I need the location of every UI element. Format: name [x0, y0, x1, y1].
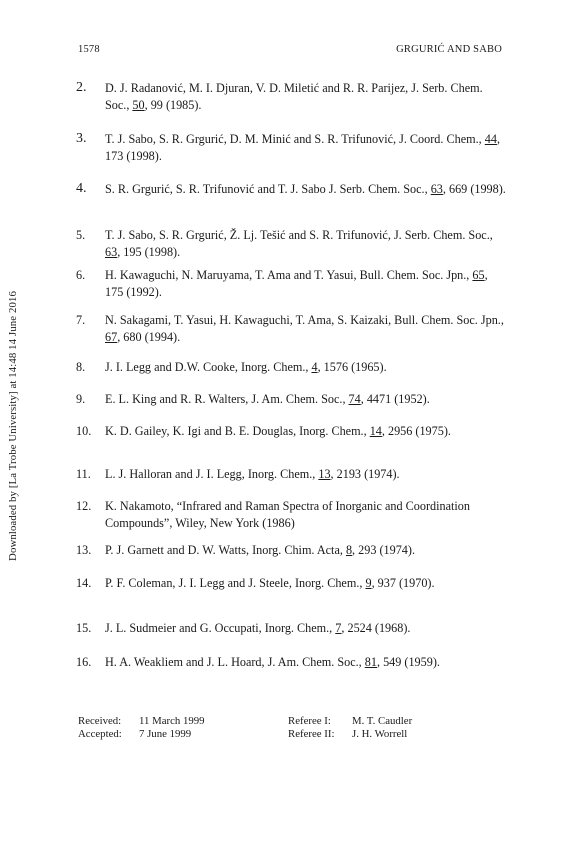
reference-item	[76, 131, 506, 165]
reference-text	[105, 620, 506, 637]
reference-volume: 63	[430, 182, 443, 196]
download-watermark-text: Downloaded by [La Trobe University] at 14:48 14 June 2016	[7, 291, 19, 561]
reference-text-segment: J. L. Sudmeier and G. Occupati, Inorg. Chem.,	[105, 621, 336, 635]
reference-volume: 44	[484, 132, 497, 146]
reference-number: 14.	[76, 576, 92, 590]
reference-text-segment: , 2193 (1974).	[330, 467, 400, 481]
reference-number: 13.	[76, 543, 92, 557]
reference-text	[105, 131, 506, 165]
reference-item	[76, 181, 506, 198]
reference-item	[76, 359, 506, 376]
download-watermark	[4, 248, 22, 604]
reference-item	[76, 312, 506, 346]
reference-text-segment: H. Kawaguchi, N. Maruyama, T. Ama and T. Yasui, Bull. Chem. Soc. Jpn.,	[105, 268, 473, 282]
reference-volume: 63	[105, 244, 118, 259]
reference-number: 7.	[76, 313, 86, 327]
reference-text	[105, 80, 506, 114]
referee-2-name: J. H. Worrell	[352, 727, 408, 740]
referee-1-label: Referee I:	[288, 715, 331, 727]
reference-text-segment: , 1576 (1965).	[317, 360, 387, 374]
reference-text-segment: , 99 (1985).	[144, 97, 202, 112]
reference-item	[76, 654, 506, 671]
reference-text	[105, 498, 506, 532]
reference-item	[76, 498, 506, 532]
received-label: Received:	[78, 715, 122, 727]
reference-text-segment: T. J. Sabo, S. R. Grgurić, Ž. Lj. Tešić and S. R. Trifunović, J. Serb. Chem. Soc.,	[105, 228, 493, 242]
reference-number: 4.	[76, 181, 87, 196]
reference-volume: 7	[335, 621, 342, 635]
reference-volume: 65	[472, 268, 485, 282]
reference-text	[105, 312, 506, 346]
reference-text	[105, 391, 506, 408]
reference-text-segment: J. I. Legg and D.W. Cooke, Inorg. Chem.,	[105, 360, 312, 374]
reference-number: 11.	[76, 467, 91, 481]
reference-text	[105, 575, 506, 592]
page-number: 1578	[78, 44, 100, 55]
referees-block	[288, 715, 412, 740]
reference-text-segment: , 680 (1994).	[117, 329, 181, 344]
reference-volume: 50	[132, 97, 145, 112]
reference-number: 8.	[76, 360, 86, 374]
reference-text-segment: P. F. Coleman, J. I. Legg and J. Steele, Inorg. Chem.,	[105, 576, 366, 590]
reference-item	[76, 620, 506, 637]
reference-volume: 67	[105, 329, 118, 344]
dates-block	[78, 715, 205, 740]
reference-number: 10.	[76, 424, 92, 438]
reference-text	[105, 181, 506, 198]
accepted-label: Accepted:	[78, 727, 122, 740]
reference-number: 5.	[76, 228, 86, 242]
reference-text-segment: L. J. Halloran and J. I. Legg, Inorg. Chem.,	[105, 467, 319, 481]
reference-text-segment: P. J. Garnett and D. W. Watts, Inorg. Chim. Acta,	[105, 543, 346, 557]
reference-item	[76, 542, 506, 559]
reference-text-segment: , 2956 (1975).	[381, 424, 451, 438]
reference-text-segment: K. D. Gailey, K. Igi and B. E. Douglas, Inorg. Chem.,	[105, 424, 370, 438]
reference-text-segment: E. L. King and R. R. Walters, J. Am. Chem. Soc.,	[105, 392, 349, 406]
reference-volume: 81	[364, 655, 377, 669]
reference-text-segment: , 293 (1974).	[352, 543, 416, 557]
referee-1-row	[288, 715, 412, 728]
reference-text-segment: N. Sakagami, T. Yasui, H. Kawaguchi, T. Ama, S. Kaizaki, Bull. Chem. Soc. Jpn.,	[105, 313, 504, 327]
reference-item	[76, 227, 506, 261]
reference-volume: 4	[311, 360, 318, 374]
reference-text	[105, 654, 506, 671]
reference-text-segment: , 195 (1998).	[117, 244, 181, 259]
reference-number: 9.	[76, 392, 86, 406]
reference-number: 3.	[76, 131, 87, 146]
reference-text-segment: , 173 (1998).	[105, 132, 500, 163]
reference-item	[76, 80, 506, 114]
reference-number: 6.	[76, 268, 86, 282]
accepted-row	[78, 728, 205, 741]
reference-number: 16.	[76, 655, 92, 669]
reference-item	[76, 423, 506, 440]
reference-item	[76, 391, 506, 408]
reference-text-segment: , 937 (1970).	[371, 576, 435, 590]
referee-1-name: M. T. Caudler	[352, 715, 413, 727]
referee-2-row	[288, 728, 412, 741]
referee-2-label: Referee II:	[288, 727, 335, 740]
received-date: 11 March 1999	[139, 715, 205, 727]
reference-text-segment: , 175 (1992).	[105, 268, 488, 299]
reference-text	[105, 359, 506, 376]
reference-volume: 14	[369, 424, 382, 438]
running-head: GRGURIĆ AND SABO	[396, 44, 502, 55]
reference-volume: 8	[345, 543, 353, 557]
reference-text	[105, 542, 506, 559]
page-header	[78, 44, 502, 60]
reference-text-segment: , 549 (1959).	[376, 655, 440, 669]
accepted-date: 7 June 1999	[139, 727, 192, 740]
reference-item	[76, 575, 506, 592]
reference-text-segment: H. A. Weakliem and J. L. Hoard, J. Am. Chem. Soc.,	[105, 655, 365, 669]
reference-volume: 13	[318, 467, 331, 481]
reference-text	[105, 466, 506, 483]
reference-text-segment: , 669 (1998).	[442, 182, 506, 196]
reference-text	[105, 267, 506, 301]
reference-text-segment: K. Nakamoto, “Infrared and Raman Spectra of Inorganic and Coordination Compounds”, Wiley, New York (1986)	[105, 499, 470, 530]
reference-text-segment: D. J. Radanović, M. I. Djuran, V. D. Miletić and R. R. Parijez, J. Serb. Chem. Soc.,	[105, 81, 483, 112]
reference-volume: 9	[365, 576, 372, 590]
reference-text	[105, 423, 506, 440]
reference-number: 15.	[76, 621, 92, 635]
reference-number: 2.	[76, 80, 87, 95]
reference-number: 12.	[76, 499, 92, 513]
reference-text	[105, 227, 506, 261]
reference-volume: 74	[348, 392, 361, 406]
received-row	[78, 715, 205, 728]
reference-text-segment: , 4471 (1952).	[360, 392, 430, 406]
reference-item	[76, 466, 506, 483]
reference-text-segment: , 2524 (1968).	[341, 621, 411, 635]
reference-item	[76, 267, 506, 301]
reference-text-segment: T. J. Sabo, S. R. Grgurić, D. M. Minić and S. R. Trifunović, J. Coord. Chem.,	[105, 132, 485, 146]
reference-text-segment: S. R. Grgurić, S. R. Trifunović and T. J. Sabo J. Serb. Chem. Soc.,	[105, 182, 431, 196]
